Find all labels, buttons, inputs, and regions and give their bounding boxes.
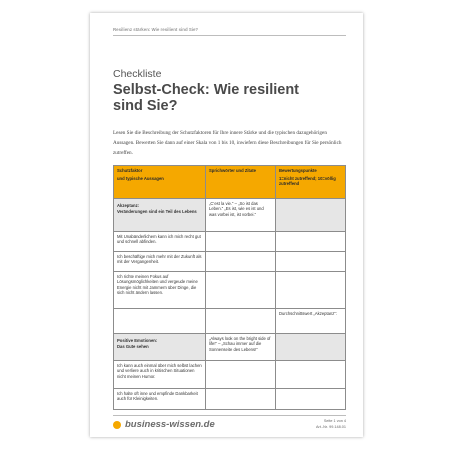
section-subtitle: Das Gute sehen: [117, 344, 149, 350]
header-bewertung: [276, 166, 346, 199]
logo-dot-icon: [113, 421, 121, 429]
score-cell[interactable]: [276, 232, 346, 252]
header-col3-sub: 1=nicht zutreffend; 10=völlig zutreffend: [279, 175, 336, 187]
section-title: Akzeptanz:: [117, 202, 140, 208]
average-row: [114, 309, 346, 334]
quote-cell: [206, 272, 276, 309]
table-row: [114, 252, 346, 272]
statement-cell: Ich halte oft inne und empfinde Dankbarkeit auch für Kleinigkeiten.: [114, 389, 206, 410]
document-kicker: Checkliste: [113, 68, 162, 80]
header-sprichwoerter: [206, 166, 276, 199]
checklist-table: [113, 165, 346, 410]
empty-cell: [114, 309, 206, 334]
section-subtitle: Veränderungen sind ein Teil des Lebens: [117, 209, 197, 215]
quote-cell: [206, 361, 276, 389]
header-col1-label: Schutzfaktor: [117, 168, 143, 173]
statement-cell: Ich kann auch einmal über mich selbst lachen und verliere auch in kritischen Situationen nicht meinen Humor.: [114, 361, 206, 389]
brand-logo: [113, 419, 215, 430]
intro-paragraph: Lesen Sie die Beschreibung der Schutzfaktoren für Ihre innere Stärke und die typischen dazugehörigen Aussagen. Bewerten Sie dann auf einer Skala von 1 bis 10, inwiefern diese Beschreibungen für Sie persönlich zutreffen.: [113, 130, 342, 156]
header-col3-label: Bewertungspunkte: [279, 168, 317, 173]
quote-cell: [206, 252, 276, 272]
page-number: Seite 1 von 4: [323, 419, 346, 423]
section-title-cell: [114, 334, 206, 361]
average-label[interactable]: Durchschnittswert „Akzeptanz“:: [276, 309, 346, 334]
score-cell[interactable]: [276, 389, 346, 410]
table-row: [114, 361, 346, 389]
empty-cell: [206, 309, 276, 334]
section-title-cell: [114, 199, 206, 232]
header-col2-label: Sprichwörter und Zitate: [209, 168, 256, 173]
section-row-positive-emotionen: [114, 334, 346, 361]
table-row: [114, 232, 346, 252]
running-header: Resilienz stärken: Wie resilient sind Sie?: [113, 27, 199, 32]
quote-cell: [206, 232, 276, 252]
header-divider: [113, 35, 346, 36]
section-score-cell: [276, 199, 346, 232]
statement-cell: Ich richte meinen Fokus auf Lösungsmöglichkeiten und vergeude meine Energie nicht mit Jammern über Dinge, die sich nicht ändern lassen.: [114, 272, 206, 309]
section-quote: „Always look on the bright side of life!“ – „Schau immer auf die Sonnenseite des Lebens!“: [206, 334, 276, 361]
page-info: [316, 418, 346, 430]
section-row-akzeptanz: [114, 199, 346, 232]
table-row: [114, 389, 346, 410]
score-cell[interactable]: [276, 272, 346, 309]
section-quote: „C’est la vie.“ – „So ist das Leben.“ „Es ist, wie es ist und was vorbei ist, ist vorbei.“: [206, 199, 276, 232]
score-cell[interactable]: [276, 361, 346, 389]
statement-cell: Ich beschäftige mich mehr mit der Zukunft als mit der Vergangenheit.: [114, 252, 206, 272]
header-schutzfaktor: [114, 166, 206, 199]
header-col1-sub: und typische Aussagen: [117, 175, 164, 181]
footer-divider: [113, 415, 346, 416]
section-title: Positive Emotionen:: [117, 337, 158, 343]
statement-cell: Mit Unabänderlichem kann ich mich recht gut und schnell abfinden.: [114, 232, 206, 252]
section-score-cell: [276, 334, 346, 361]
document-page: [90, 13, 363, 437]
score-cell[interactable]: [276, 252, 346, 272]
article-number: Art.-Nr. 99.148.01: [316, 425, 346, 429]
logo-text: business-wissen.de: [125, 419, 215, 430]
table-row: [114, 272, 346, 309]
quote-cell: [206, 389, 276, 410]
table-header-row: [114, 166, 346, 199]
document-title: Selbst-Check: Wie resilient sind Sie?: [113, 82, 300, 114]
